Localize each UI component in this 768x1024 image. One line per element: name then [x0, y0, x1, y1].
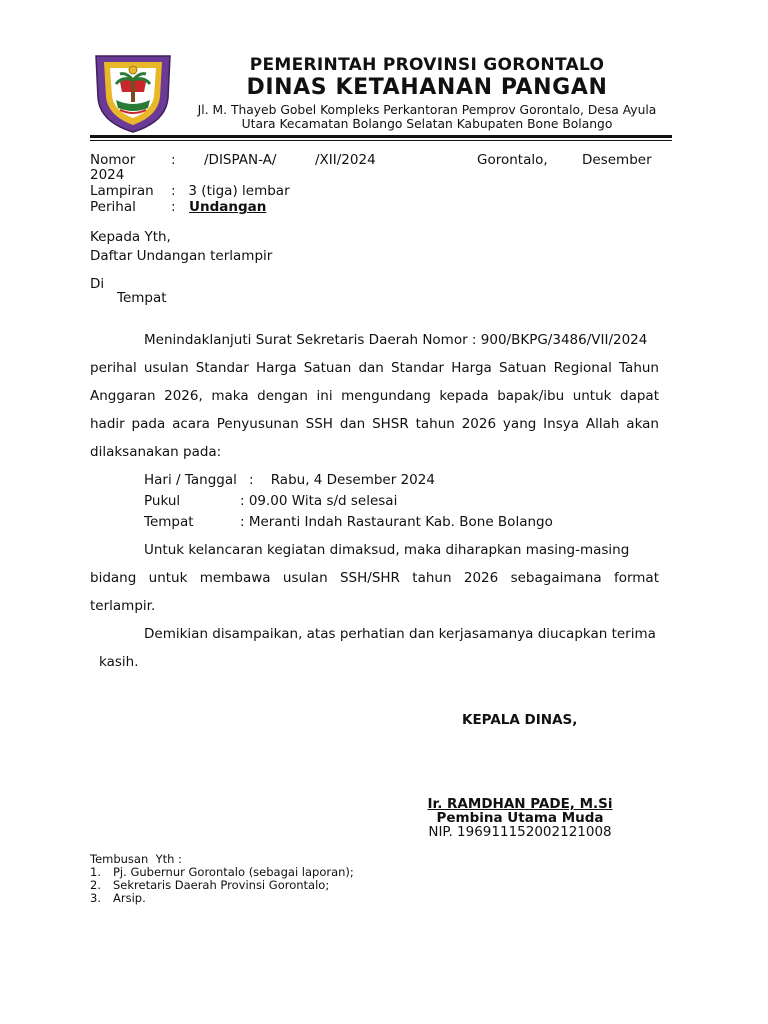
letter-place: Gorontalo,	[477, 152, 548, 168]
letter-month: Desember	[582, 152, 652, 168]
recipient-place: Tempat	[117, 290, 167, 306]
header-rule-thin	[90, 140, 672, 141]
cc-item-3-num: 3.	[90, 891, 101, 905]
cc-item-1-text: Pj. Gubernur Gorontalo (sebagai laporan);	[113, 865, 354, 879]
nomor-value: /DISPAN-A/	[204, 152, 277, 168]
recipient-name: Daftar Undangan terlampir	[90, 248, 273, 264]
cc-item-2-text: Sekretaris Daerah Provinsi Gorontalo;	[113, 878, 330, 892]
paragraph-2-first-line: Untuk kelancaran kegiatan dimaksud, maka diharapkan masing-masing	[144, 542, 630, 558]
nomor-sep: :	[171, 152, 176, 168]
government-name: PEMERINTAH PROVINSI GORONTALO	[249, 55, 605, 75]
signatory-nip: NIP. 196911152002121008	[428, 824, 612, 840]
letter-year: 2024	[90, 167, 125, 183]
cc-item-2-num: 2.	[90, 878, 101, 892]
event-time-value: : 09.00 Wita s/d selesai	[240, 493, 398, 509]
cc-label: Tembusan Yth :	[90, 852, 182, 866]
paragraph-3-last-line: kasih.	[99, 654, 139, 670]
lampiran-value: : 3 (tiga) lembar	[171, 183, 290, 199]
address-line-1: Jl. M. Thayeb Gobel Kompleks Perkantoran Pemprov Gorontalo, Desa Ayula	[197, 103, 657, 117]
agency-name: DINAS KETAHANAN PANGAN	[246, 75, 608, 100]
perihal-label: Perihal	[90, 199, 136, 215]
event-day-label: Hari / Tanggal	[144, 472, 237, 488]
signatory-rank: Pembina Utama Muda	[436, 810, 604, 826]
perihal-value: Undangan	[189, 199, 267, 215]
lampiran-label: Lampiran	[90, 183, 154, 199]
perihal-sep: :	[171, 199, 176, 215]
nomor-value-year: /XII/2024	[315, 152, 376, 168]
header-rule-thick	[90, 135, 672, 138]
paragraph-2-body: bidang untuk membawa usulan SSH/SHR tahun 2026 sebagaimana format terlampir.	[90, 570, 659, 614]
nomor-label: Nomor	[90, 152, 136, 168]
event-place-value: : Meranti Indah Rastaurant Kab. Bone Bolango	[240, 514, 553, 530]
cc-item-3-text: Arsip.	[113, 891, 146, 905]
cc-item-1-num: 1.	[90, 865, 101, 879]
signatory-name: Ir. RAMDHAN PADE, M.Si	[427, 796, 613, 812]
event-time-label: Pukul	[144, 493, 181, 509]
agency-address	[186, 103, 668, 131]
paragraph-1-first-line: Menindaklanjuti Surat Sekretaris Daerah Nomor : 900/BKPG/3486/VII/2024	[144, 332, 648, 348]
province-emblem	[90, 52, 176, 134]
paragraph-3-first-line: Demikian disampaikan, atas perhatian dan kerjasamanya diucapkan terima	[144, 626, 656, 642]
recipient-di: Di	[90, 276, 105, 292]
recipient-greeting: Kepada Yth,	[90, 229, 171, 245]
event-day-value: : Rabu, 4 Desember 2024	[249, 472, 435, 488]
event-place-label: Tempat	[144, 514, 194, 530]
signature-title: KEPALA DINAS,	[462, 712, 578, 728]
paragraph-1-body: perihal usulan Standar Harga Satuan dan Standar Harga Satuan Regional Tahun Anggaran 2026, maka dengan ini mengundang kepada bapak/ibu untuk dapat hadir pada acara Penyusunan SSH dan SHSR tahun 2026 yang Insya Allah akan dilaksanakan pada:	[90, 360, 659, 460]
address-line-2: Utara Kecamatan Bolango Selatan Kabupaten Bone Bolango	[241, 117, 613, 131]
